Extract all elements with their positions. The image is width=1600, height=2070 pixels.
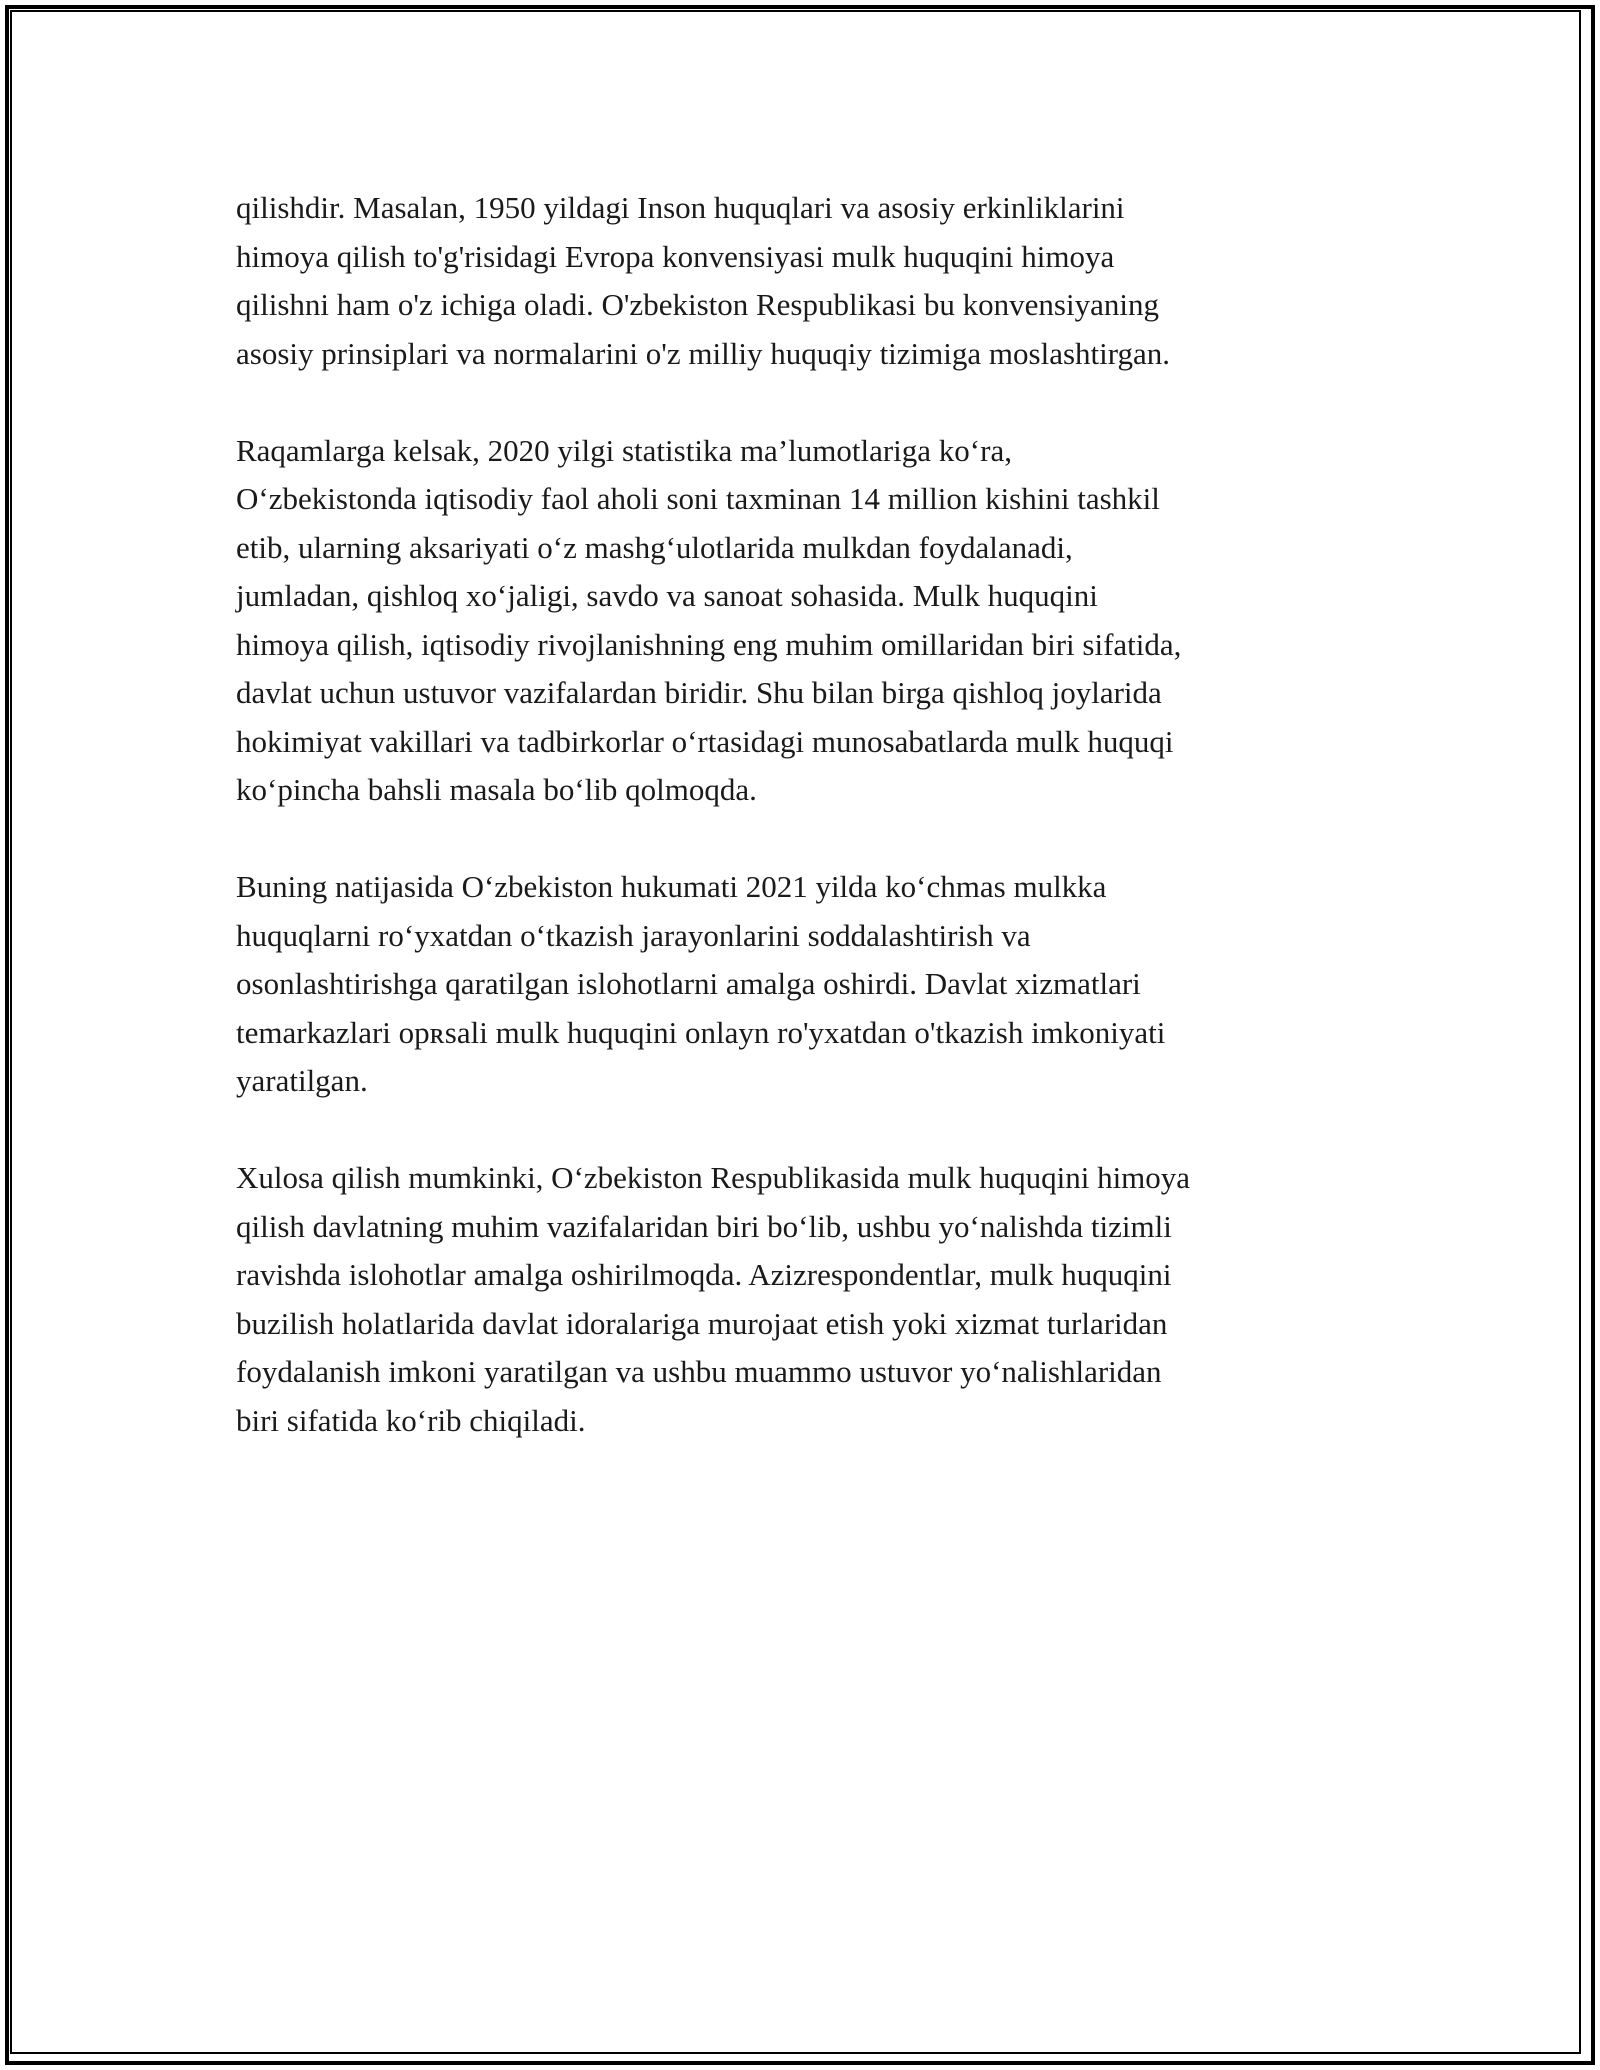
text-line: buzilish holatlarida davlat idoralariga murojaat etish yoki xizmat turlaridan — [236, 1305, 1168, 1341]
text-line: osonlashtirishga qaratilgan islohotlarni amalga oshirdi. Davlat xizmatlari — [236, 966, 1141, 1001]
paragraph-3 — [236, 863, 1396, 1106]
text-line: foydalanish imkoni yaratilgan va ushbu muammo ustuvor yo‘nalishlaridan — [236, 1354, 1162, 1389]
text-line: himoya qilish, iqtisodiy rivojlanishning eng muhim omillaridan biri sifatida, — [236, 626, 1182, 662]
text-line: hokimiyat vakillari va tadbirkorlar o‘rtasidagi munosabatlarda mulk huquqi — [236, 723, 1174, 759]
text-line: ko‘pincha bahsli masala bo‘lib qolmoqda. — [236, 772, 757, 807]
text-line: temarkazlari opʀsali mulk huquqini onlayn ro'yxatdan o'tkazish imkoniyati — [236, 1014, 1166, 1050]
text-line: yaratilgan. — [236, 1063, 368, 1098]
text-line: davlat uchun ustuvor vazifalardan biridir. Shu bilan birga qishloq joylarida — [236, 675, 1162, 710]
text-line: himoya qilish to'g'risidagi Evropa konvensiyasi mulk huquqini himoya — [236, 238, 1115, 274]
paragraph-2 — [236, 427, 1396, 815]
paragraph-1 — [236, 184, 1396, 378]
text-line: asosiy prinsiplari va normalarini o'z milliy huquqiy tizimiga moslashtirgan. — [236, 335, 1171, 371]
text-line: Raqamlarga kelsak, 2020 yilgi statistika ma’lumotlariga ko‘ra, — [236, 432, 1012, 468]
text-line: Xulosa qilish mumkinki, O‘zbekiston Respublikasida mulk huquqini himoya — [236, 1160, 1191, 1195]
text-line: huquqlarni ro‘yxatdan o‘tkazish jarayonlarini soddalashtirish va — [236, 917, 1031, 953]
text-line: qilishni ham o'z ichiga oladi. O'zbekiston Respublikasi bu konvensiyaning — [236, 287, 1159, 322]
text-line: ravishda islohotlar amalga oshirilmoqda. Azizrespondentlar, mulk huquqini — [236, 1257, 1172, 1292]
text-line: qilish davlatning muhim vazifalaridan biri bo‘lib, ushbu yo‘nalishda tizimli — [236, 1208, 1172, 1244]
document-body — [236, 184, 1396, 1494]
text-line: O‘zbekistonda iqtisodiy faol aholi soni taxminan 14 million kishini tashkil — [236, 481, 1160, 516]
text-line: etib, ularning aksariyati o‘z mashg‘ulotlarida mulkdan foydalanadi, — [236, 529, 1073, 565]
text-line: biri sifatida ko‘rib chiqiladi. — [236, 1402, 586, 1438]
text-line: Buning natijasida O‘zbekiston hukumati 2021 yilda ko‘chmas mulkka — [236, 869, 1107, 904]
text-line: jumladan, qishloq xo‘jaligi, savdo va sanoat sohasida. Mulk huquqini — [236, 578, 1098, 613]
paragraph-4 — [236, 1154, 1396, 1445]
text-line: qilishdir. Masalan, 1950 yildagi Inson huquqlari va asosiy erkinliklarini — [236, 190, 1125, 225]
